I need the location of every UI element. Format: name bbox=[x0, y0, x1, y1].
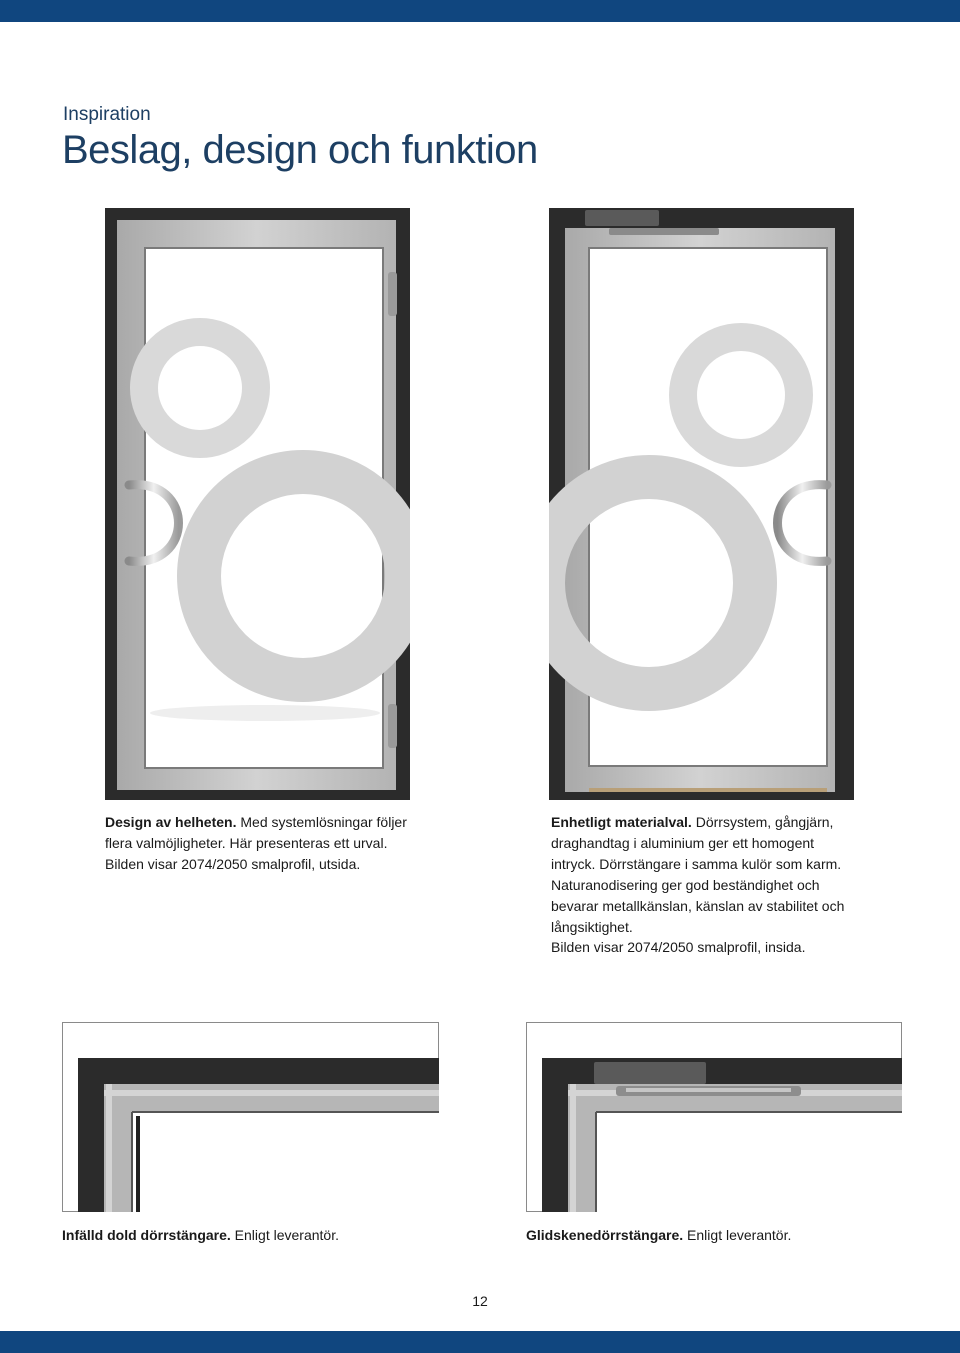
caption-inside-line: bevarar metallkänslan, känslan av stabilitet och bbox=[551, 897, 845, 914]
door-outside-image bbox=[105, 208, 410, 800]
caption-outside-line: flera valmöjligheter. Här presenteras ett urval. bbox=[105, 834, 388, 851]
caption-slide-rail-closer bbox=[526, 1227, 791, 1243]
caption-outside-line: Bilden visar 2074/2050 smalprofil, utsida. bbox=[105, 855, 361, 872]
caption-slide-rail-closer-bold: Glidskenedörrstängare. bbox=[526, 1227, 684, 1243]
detail-concealed-closer-image bbox=[62, 1022, 439, 1212]
caption-concealed-closer-bold: Infälld dold dörrstängare. bbox=[62, 1227, 231, 1243]
caption-concealed-closer-text: Enligt leverantör. bbox=[230, 1227, 339, 1243]
caption-inside-line: intryck. Dörrstängare i samma kulör som karm. bbox=[551, 855, 842, 872]
caption-inside-line: Dörrsystem, gångjärn, bbox=[691, 814, 834, 830]
top-brand-band bbox=[0, 0, 960, 22]
caption-outside bbox=[105, 812, 425, 875]
door-inside-image bbox=[549, 208, 854, 800]
bottom-brand-band bbox=[0, 1331, 960, 1353]
caption-inside-line: långsiktighet. bbox=[551, 918, 633, 935]
caption-outside-line: Med systemlösningar följer bbox=[236, 814, 407, 830]
caption-outside-bold: Design av helheten. bbox=[105, 814, 237, 830]
detail-slide-rail-closer-image bbox=[526, 1022, 902, 1212]
caption-inside-line: draghandtag i aluminium ger ett homogent bbox=[551, 834, 815, 851]
caption-inside-line: Naturanodisering ger god beständighet och bbox=[551, 876, 820, 893]
caption-inside bbox=[551, 812, 891, 958]
page-number: 12 bbox=[472, 1293, 488, 1309]
section-kicker: Inspiration bbox=[63, 104, 151, 125]
caption-concealed-closer bbox=[62, 1227, 339, 1243]
caption-inside-line: Bilden visar 2074/2050 smalprofil, insida. bbox=[551, 939, 806, 956]
page-title: Beslag, design och funktion bbox=[62, 128, 538, 172]
caption-slide-rail-closer-text: Enligt leverantör. bbox=[683, 1227, 792, 1243]
caption-inside-bold: Enhetligt materialval. bbox=[551, 814, 692, 830]
